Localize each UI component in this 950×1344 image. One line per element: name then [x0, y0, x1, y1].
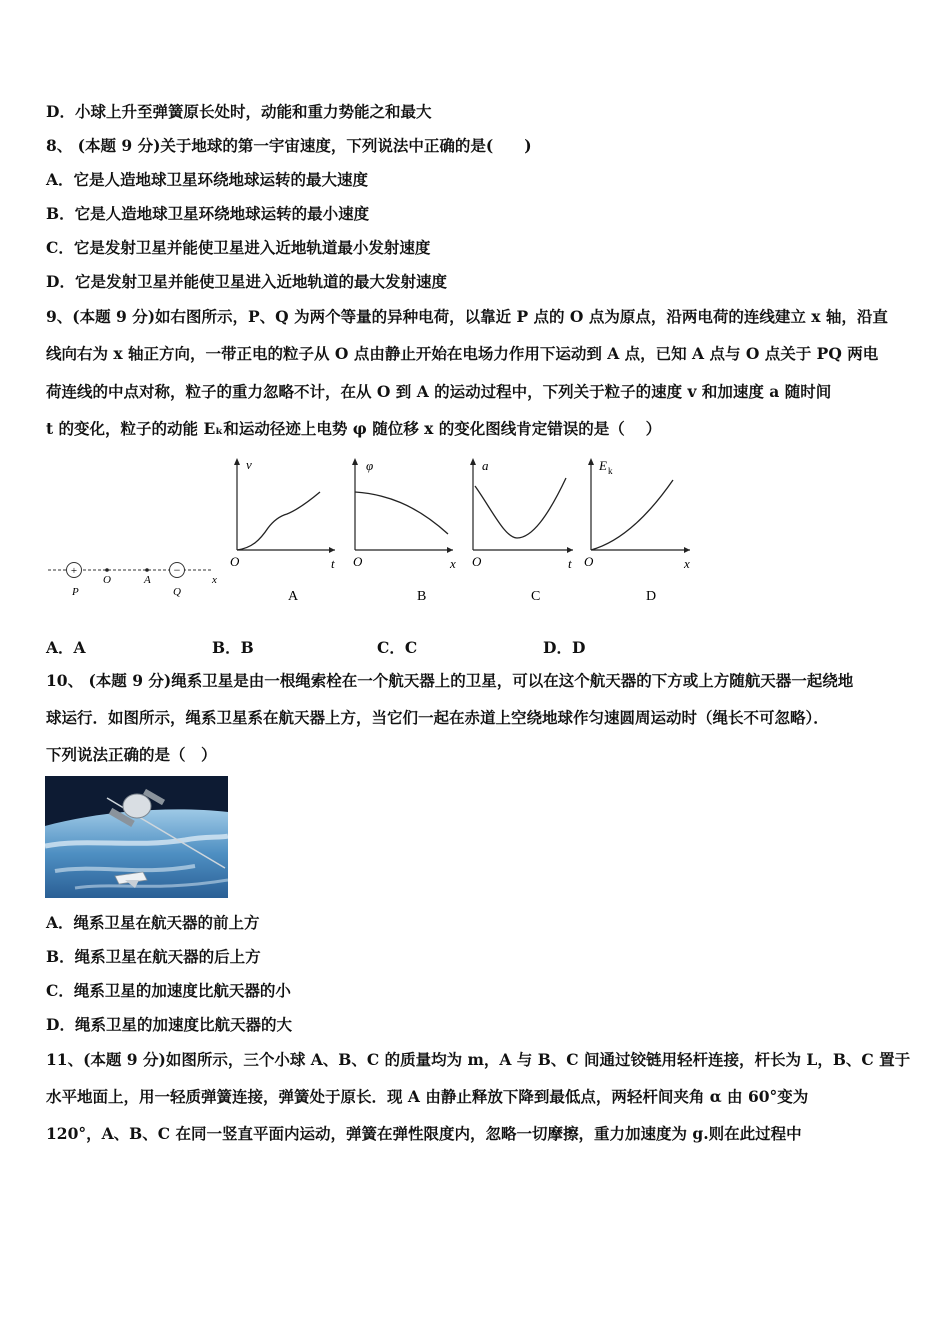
graph-d-origin: O — [584, 554, 594, 569]
q11-stem-line-2: 水平地面上，用一轻质弹簧连接，弹簧处于原长．现 A 由静止释放下降到最低点，两轻杆间夹角 α 由 60°变为 — [46, 1087, 809, 1106]
graph-c-x-label: t — [568, 556, 572, 571]
q9-option-d: D．D — [543, 638, 586, 657]
q10-stem-line-1: 10、 (本题 9 分)绳系卫星是由一根绳索栓在一个航天器上的卫星，可以在这个航天器的下方或上方随航天器一起绕地 — [46, 671, 854, 690]
q11-stem-line-3: 120°，A、B、C 在同一竖直平面内运动，弹簧在弹性限度内，忽略一切摩擦，重力加速度为 g.则在此过程中 — [46, 1124, 802, 1143]
graph-c — [470, 458, 573, 604]
q9-stem-line-3: 荷连线的中点对称，粒子的重力忽略不计，在从 O 到 A 的运动过程中，下列关于粒子的速度 v 和加速度 a 随时间 — [46, 382, 832, 401]
graph-a-curve — [237, 492, 320, 550]
q9-stem-line-2: 线向右为 x 轴正方向，一带正电的粒子从 O 点由静止开始在电场力作用下运动到 A 点，已知 A 点与 O 点关于 PQ 两电 — [46, 344, 879, 363]
graph-a-origin: O — [230, 554, 240, 569]
graph-d-y-subscript: k — [608, 466, 613, 476]
q8-option-d: D．它是发射卫星并能使卫星进入近地轨道的最大发射速度 — [46, 272, 447, 291]
q9-option-b: B．B — [212, 638, 254, 657]
graph-b-y-label: φ — [366, 458, 374, 473]
charge-p-sign: + — [70, 565, 78, 577]
q9-figure — [0, 450, 950, 615]
graph-a-letter: A — [288, 589, 299, 604]
label-o: O — [103, 574, 111, 586]
graph-b — [352, 458, 456, 604]
axis-x-label: x — [212, 574, 217, 586]
q9-option-c: C．C — [377, 638, 418, 657]
graph-d — [584, 458, 690, 604]
q10-option-c: C．绳系卫星的加速度比航天器的小 — [46, 981, 291, 1000]
point-o-dot — [105, 568, 109, 572]
q8-option-b: B．它是人造地球卫星环绕地球运转的最小速度 — [46, 204, 370, 223]
q10-option-a: A．绳系卫星在航天器的前上方 — [46, 913, 260, 932]
point-a-dot — [145, 568, 149, 572]
graph-c-origin: O — [472, 554, 482, 569]
label-p: P — [72, 586, 79, 598]
graph-d-curve — [591, 480, 673, 550]
graph-c-letter: C — [531, 589, 541, 604]
q8-option-c: C．它是发射卫星并能使卫星进入近地轨道最小发射速度 — [46, 238, 431, 257]
q9-stem-line-1: 9、(本题 9 分)如右图所示，P、Q 为两个等量的异种电荷，以靠近 P 点的 O 点为原点，沿两电荷的连线建立 x 轴，沿直 — [46, 307, 888, 326]
graph-a — [230, 457, 335, 604]
label-q: Q — [173, 586, 181, 598]
q11-stem-line-1: 11、(本题 9 分)如图所示，三个小球 A、B、C 的质量均为 m，A 与 B、C 间通过铰链用轻杆连接，杆长为 L，B、C 置于 — [46, 1050, 911, 1069]
graph-d-x-label: x — [684, 556, 690, 571]
q7-option-d: D．小球上升至弹簧原长处时，动能和重力势能之和最大 — [46, 102, 432, 121]
graph-b-origin: O — [353, 554, 363, 569]
q10-option-d: D．绳系卫星的加速度比航天器的大 — [46, 1015, 292, 1034]
q8-option-a: A．它是人造地球卫星环绕地球运转的最大速度 — [46, 170, 369, 189]
graph-d-y-label: E — [599, 458, 607, 473]
tethered-satellite-photo — [45, 776, 228, 898]
q9-option-a: A．A — [46, 638, 86, 657]
graph-c-curve — [475, 478, 566, 538]
graph-b-curve — [355, 492, 448, 534]
graph-c-y-label: a — [482, 458, 489, 473]
charge-axis-diagram — [48, 563, 217, 599]
q10-stem-line-2: 球运行．如图所示，绳系卫星系在航天器上方，当它们一起在赤道上空绕地球作匀速圆周运动时（绳长不可忽略）． — [46, 708, 829, 727]
charge-q-sign: − — [173, 563, 181, 577]
graph-a-x-label: t — [331, 556, 335, 571]
q10-option-b: B．绳系卫星在航天器的后上方 — [46, 947, 261, 966]
graph-a-y-label: v — [246, 457, 252, 472]
label-a: A — [144, 574, 151, 586]
graph-d-letter: D — [646, 589, 657, 604]
q8-stem: 8、 (本题 9 分)关于地球的第一宇宙速度，下列说法中正确的是( ) — [46, 136, 532, 155]
graph-b-x-label: x — [450, 556, 456, 571]
q9-options — [0, 636, 950, 658]
q10-stem-line-3: 下列说法正确的是（ ） — [46, 745, 217, 764]
q9-stem-line-4: t 的变化，粒子的动能 Eₖ和运动径迹上电势 φ 随位移 x 的变化图线肯定错误的是（ ） — [46, 419, 662, 438]
graph-b-letter: B — [417, 589, 427, 604]
